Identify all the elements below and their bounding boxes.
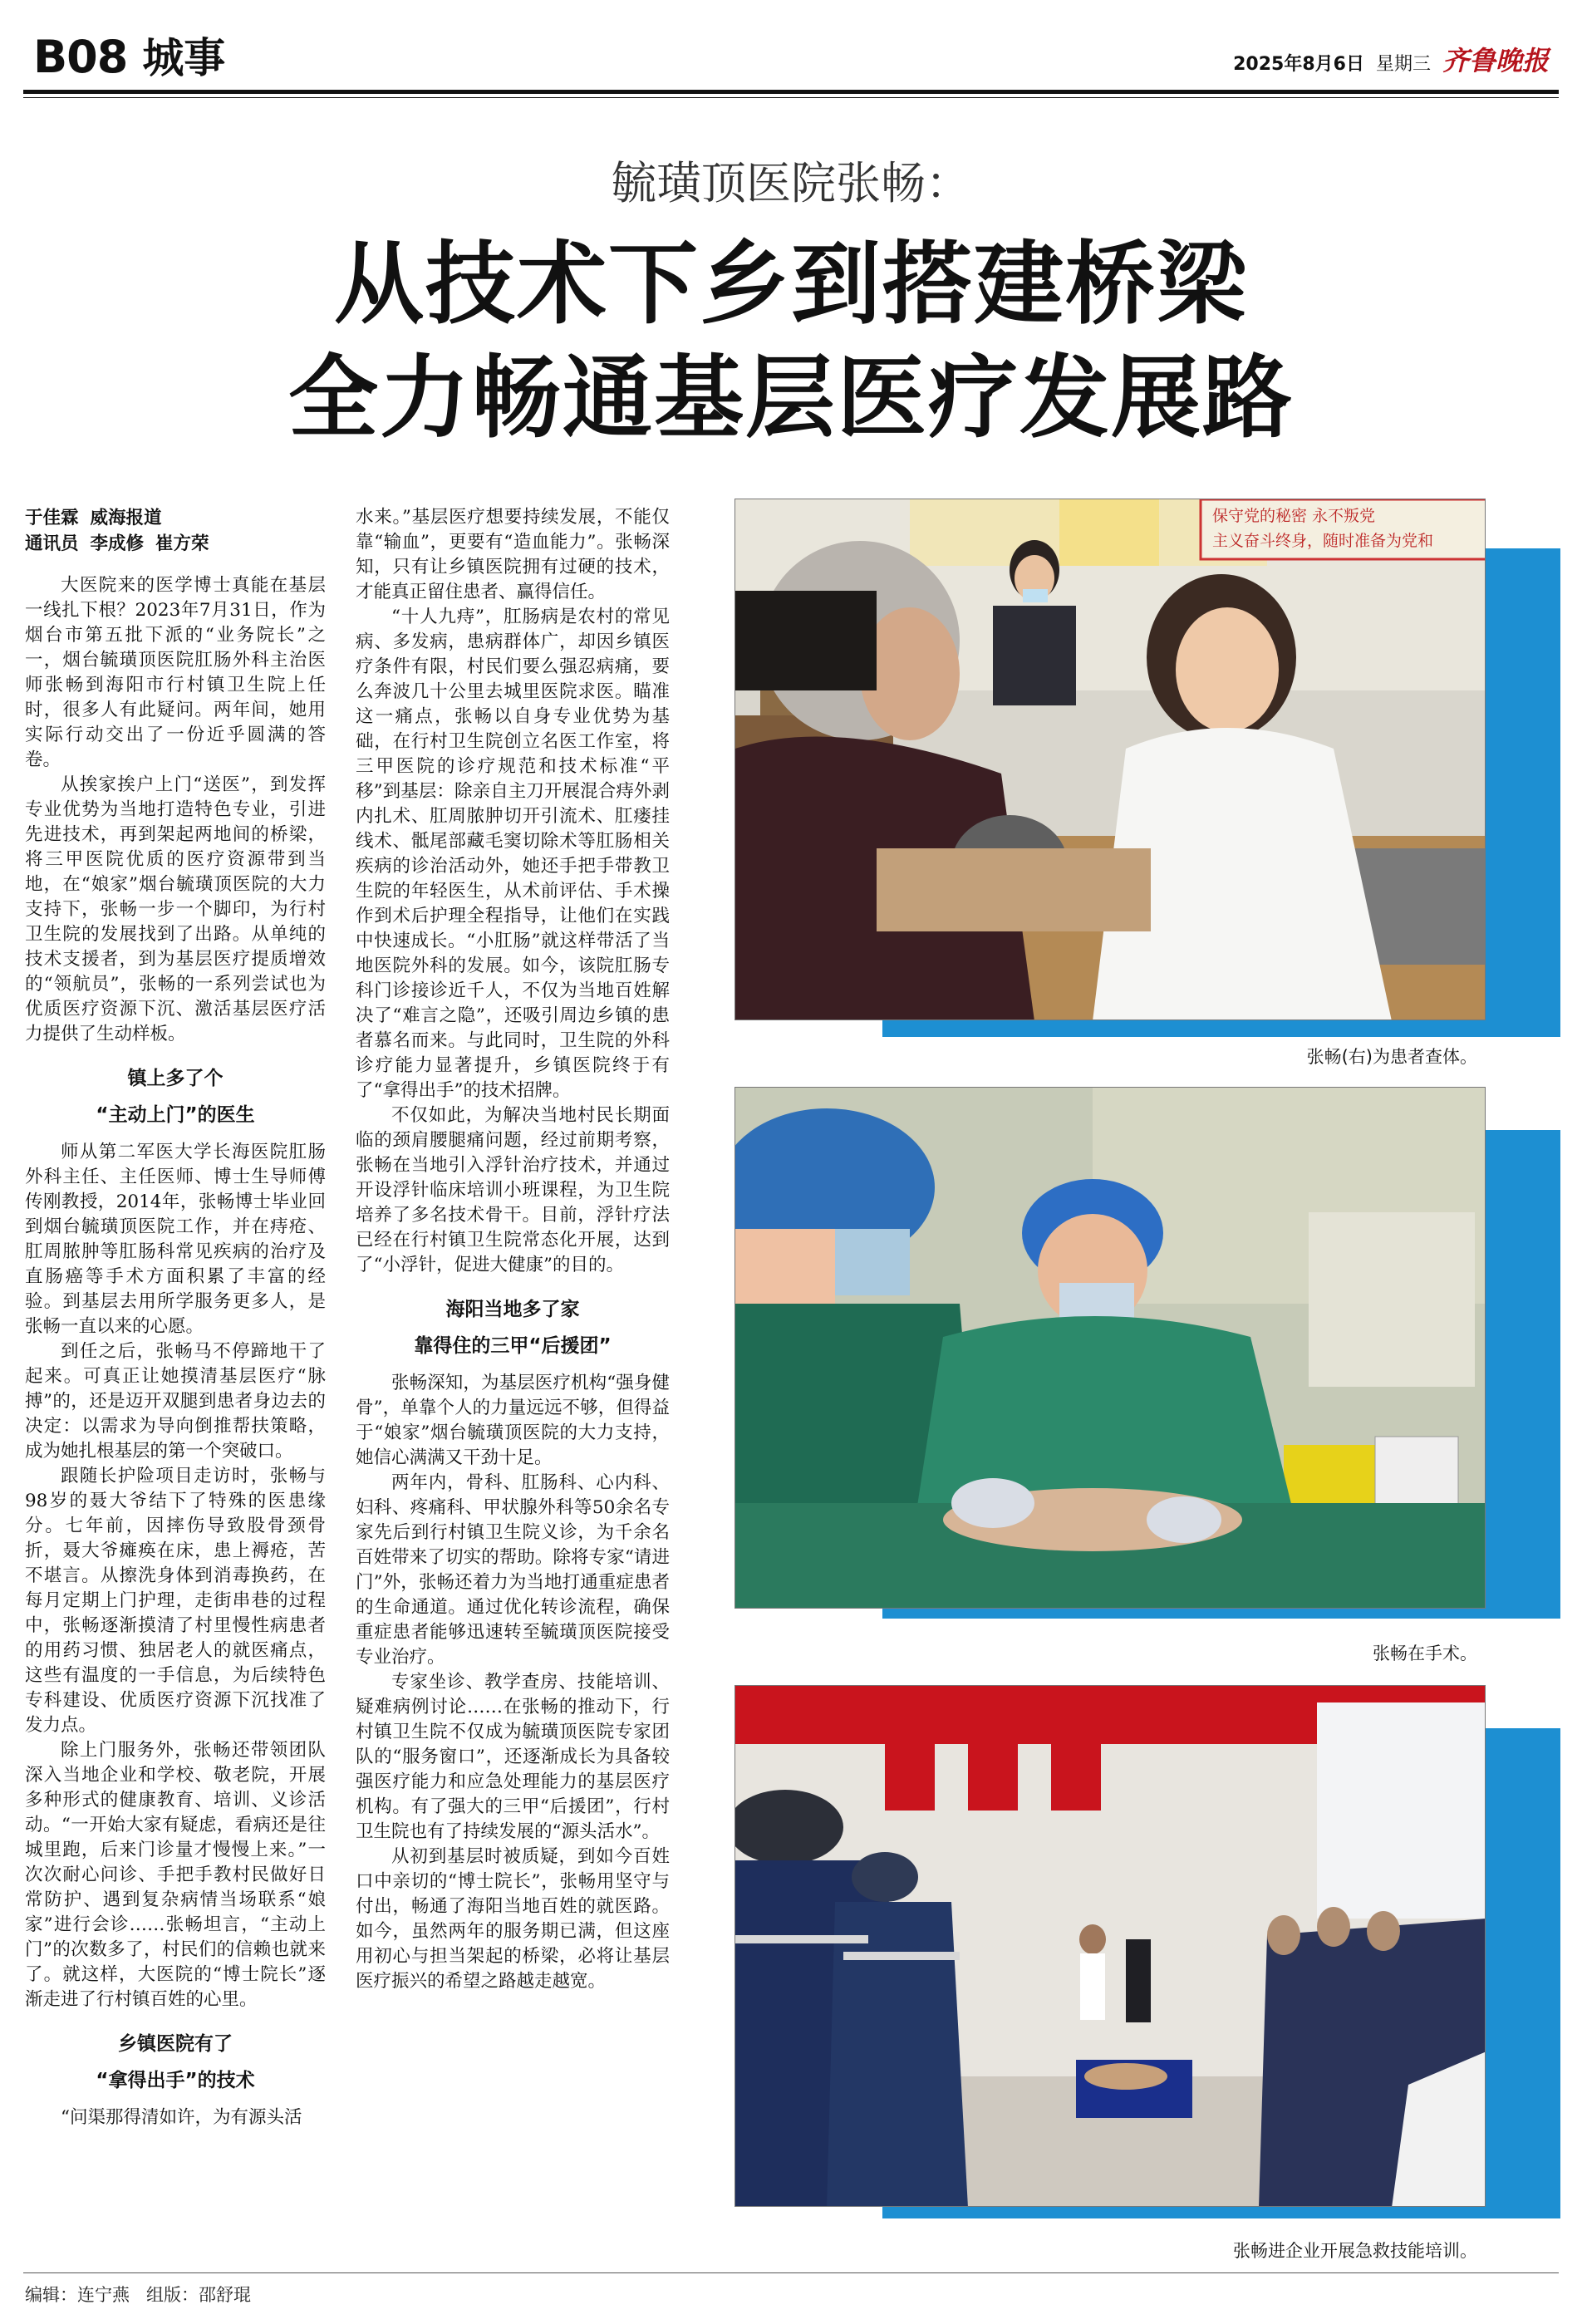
paragraph: 张畅深知，为基层医疗机构“强身健骨”，单靠个人的力量远远不够，但得益于“娘家”烟台毓璜顶医院的大力支持，她信心满满又干劲十足。 [356,1373,670,1468]
page-footer [25,2282,251,2307]
subheading-line: 靠得住的三甲“后援团” [414,1335,612,1357]
correspondent-label: 通讯员 [25,533,79,554]
headline-title-line2: 全力畅通基层医疗发展路 [287,346,1294,450]
photo-training-image [735,1686,1486,2207]
paragraph: 两年内，骨科、肛肠科、心内科、妇科、疼痛科、甲状腺外科等50余名专家先后到行村镇卫生院义诊，为千余名百姓带来了切实的帮助。除将专家“请进门”外，张畅还着力为当地打通重症患者的生命通道。通过优化转诊流程，确保重症患者能够迅速转至毓璜顶医院接受专业治疗。 [356,1472,670,1668]
paper-logo: 齐鲁晚报 [1442,45,1549,76]
article-column-1 [25,505,326,2130]
paragraph: 不仅如此，为解决当地村民长期面临的颈肩腰腿痛问题，经过前期考察，张畅在当地引入浮针治疗技术，并通过开设浮针临床培训小班课程，为卫生院培养了多名技术骨干。目前，浮针疗法已经在行村镇卫生院常态化开展，达到了“小浮针，促进大健康”的目的。 [356,1105,670,1275]
paragraph: 师从第二军医大学长海医院肛肠外科主任、主任医师、博士生导师傅传刚教授，2014年，张畅博士毕业回到烟台毓璜顶医院工作，并在痔疮、肛周脓肿等肛肠科常见疾病的治疗及直肠癌等手术方面积累了丰富的经验。到基层去用所学服务更多人，是张畅一直以来的心愿。 [25,1142,326,1337]
paragraph: 除上门服务外，张畅还带领团队深入当地企业和学校、敬老院，开展多种形式的健康教育、培训、义诊活动。“一开始大家有疑虑，看病还是往城里跑，后来门诊量才慢慢上来。”一次次耐心问诊、手把手教村民做好日常防护、遇到复杂病情当场联系“娘家”进行会诊……张畅坦言，“主动上门”的次数多了，村民们的信赖也就来了。就这样，大医院的“博士院长”逐渐走进了行村镇百姓的心里。 [25,1740,326,2010]
photo-examination [734,499,1486,1020]
photo-caption: 张畅进企业开展急救技能培训。 [1233,2241,1477,2261]
correspondent-name: 李成修 [90,533,145,554]
paragraph-continued: 水来。”基层医疗想要持续发展，不能仅靠“输血”，更要有“造血能力”。张畅深知，只有让乡镇医院拥有过硬的技术，才能真正留住患者、赢得信任。 [356,507,670,602]
correspondent-name: 崔方荣 [155,533,209,554]
page-label [33,25,225,85]
paragraph: 从初到基层时被质疑，到如今百姓口中亲切的“博士院长”，张畅用坚守与付出，畅通了海阳当地百姓的就医路。如今，虽然两年的服务期已满，但这座用初心与担当架起的桥梁，必将让基层医疗振兴的希望之路越走越宽。 [356,1846,670,1992]
wall-banner-text: 主义奋斗终身，随时准备为党和 [1212,532,1434,550]
photo-surgery-image [735,1088,1486,1609]
photo-examination-image [735,499,1486,1020]
report-location: 威海报道 [90,508,162,528]
byline-reporter [25,505,326,531]
page-header [23,18,1559,88]
issue-weekday: 星期三 [1375,54,1431,75]
paragraph: “十人九痔”，肛肠病是农村的常见病、多发病，患病群体广，却因乡镇医疗条件有限，村民们要么强忍病痛，要么奔波几十公里去城里医院求医。瞄准这一痛点，张畅以自身专业优势为基础，在行村卫生院创立名医工作室，将三甲医院的诊疗规范和技术标准“平移”到基层：除亲自主刀开展混合痔外剥内扎术、肛周脓肿切开引流术、肛瘘挂线术、骶尾部藏毛窦切除术等肛肠相关疾病的诊治活动外，她还手把手带教卫生院的年轻医生，从术前评估、手术操作到术后护理全程指导，让他们在实践中快速成长。“小肛肠”就这样带活了当地医院外科的发展。如今，该院肛肠专科门诊接诊近千人，不仅为当地百姓解决了“难言之隐”，还吸引周边乡镇的患者慕名而来。与此同时，卫生院的外科诊疗能力显著提升，乡镇医院终于有了“拿得出手”的技术招牌。 [356,607,670,1101]
paragraph: 到任之后，张畅马不停蹄地干了起来。可真正让她摸清基层医疗“脉搏”的，还是迈开双腿到患者身边去的决定：以需求为导向倒推帮扶策略，成为她扎根基层的第一个突破口。 [25,1341,326,1462]
subheading-line: 海阳当地多了家 [445,1299,580,1320]
photo-surgery [734,1087,1486,1609]
reporter-name: 于佳霖 [25,508,79,528]
editor-label: 编辑： [25,2285,77,2305]
subheading-line: 乡镇医院有了 [118,2033,233,2055]
byline-correspondents [25,531,326,557]
paragraph: 从挨家挨户上门“送医”，到发挥专业优势为当地打造特色专业，引进先进技术，再到架起两地间的桥梁，将三甲医院优质的医疗资源带到当地，在“娘家”烟台毓璜顶医院的大力支持下，张畅一步一个脚印，为行村卫生院的发展找到了出路。从单纯的技术支援者，到为基层医疗提质增效的“领航员”，张畅的一系列尝试也为优质医疗资源下沉、激活基层医疗活力提供了生动样板。 [25,774,326,1044]
paragraph: 大医院来的医学博士真能在基层一线扎下根？2023年7月31日，作为烟台市第五批下派的“业务院长”之一，烟台毓璜顶医院肛肠外科主治医师张畅到海阳市行村镇卫生院上任时，很多人有此疑问。两年间，她用实际行动交出了一份近乎圆满的答卷。 [25,575,326,770]
editor-name: 连宁燕 [77,2285,130,2305]
issue-info [1233,40,1549,78]
layout-label: 组版： [146,2285,199,2305]
photo-training [734,1685,1486,2207]
article-column-2 [356,505,670,1994]
subheading-line: “拿得出手”的技术 [96,2070,255,2091]
header-rule-thin [23,97,1559,98]
subheading-line: “主动上门”的医生 [96,1104,255,1126]
wall-banner-text: 保守党的秘密 永不叛党 [1212,507,1376,525]
footer-rule [23,2272,1559,2273]
section-name: 城事 [142,34,226,82]
paragraph: “问渠那得清如许，为有源头活 [61,2107,302,2128]
subheading-line: 镇上多了个 [127,1068,224,1089]
header-rule [23,90,1559,94]
photo-caption: 张畅在手术。 [1373,1644,1477,1663]
headline-kicker: 毓璜顶医院张畅： [612,157,970,209]
paragraph: 跟随长护险项目走访时，张畅与98岁的聂大爷结下了特殊的医患缘分。七年前，因摔伤导致股骨颈骨折，聂大爷瘫痪在床，患上褥疮，苦不堪言。从擦洗身体到消毒换药，在每月定期上门护理，走街串巷的过程中，张畅逐渐摸清了村里慢性病患者的用药习惯、独居老人的就医痛点，这些有温度的一手信息，为后续特色专科建设、优质医疗资源下沉找准了发力点。 [25,1466,326,1736]
paragraph: 专家坐诊、教学查房、技能培训、疑难病例讨论……在张畅的推动下，行村镇卫生院不仅成为毓璜顶医院专家团队的“服务窗口”，还逐渐成长为具备较强医疗能力和应急处理能力的基层医疗机构。有了强大的三甲“后援团”，行村卫生院也有了持续发展的“源头活水”。 [356,1672,670,1842]
page-number: B08 [33,31,128,83]
photo-caption: 张畅(右)为患者查体。 [1306,1047,1477,1067]
layout-name: 邵舒琨 [199,2285,251,2305]
issue-date: 2025年8月6日 [1233,54,1364,75]
headline-title-line1: 从技术下乡到搭建桥梁 [333,233,1248,337]
